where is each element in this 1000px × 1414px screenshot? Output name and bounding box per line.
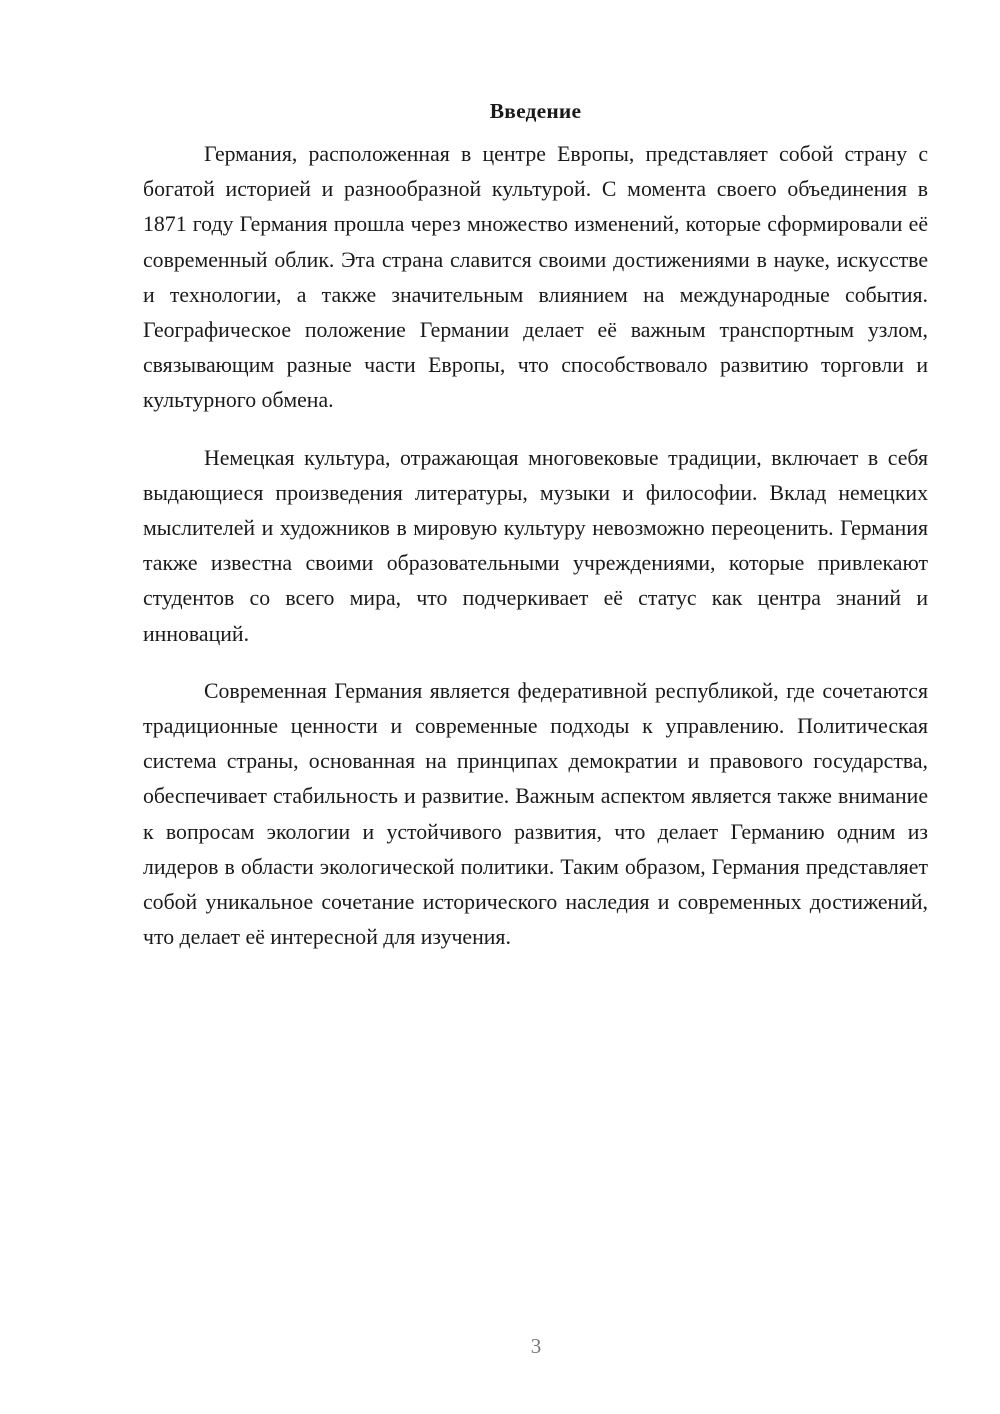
page-title: Введение [489,99,582,123]
paragraph-3: Современная Германия является федеративной республикой, где сочетаются традиционные ценности и современные подходы к управлению. Политическая система страны, основанная на принципах демократии и правового государства, обеспечивает стабильность и развитие. Важным аспектом является также внимание к вопросам экологии и устойчивого развития, что делает Германию одним из лидеров в области экологической политики. Таким образом, Германия представляет собой уникальное сочетание исторического наследия и современных достижений, что делает её интересной для изучения. [143,678,928,950]
paragraph-2: Немецкая культура, отражающая многовековые традиции, включает в себя выдающиеся произведения литературы, музыки и философии. Вклад немецких мыслителей и художников в мировую культуру невозможно переоценить. Германия также известна своими образовательными учреждениями, которые привлекают студентов со всего мира, что подчеркивает её статус как центра знаний и инноваций. [143,445,928,646]
paragraph-1: Германия, расположенная в центре Европы, представляет собой страну с богатой историей и разнообразной культурой. С момента своего объединения в 1871 году Германия прошла через множество изменений, которые сформировали её современный облик. Эта страна славится своими достижениями в науке, искусстве и технологии, а также значительным влиянием на международные события. Географическое положение Германии делает её важным транспортным узлом, связывающим разные части Европы, что способствовало развитию торговли и культурного обмена. [143,142,928,413]
page-number: 3 [530,1334,542,1358]
page-content [143,95,928,977]
